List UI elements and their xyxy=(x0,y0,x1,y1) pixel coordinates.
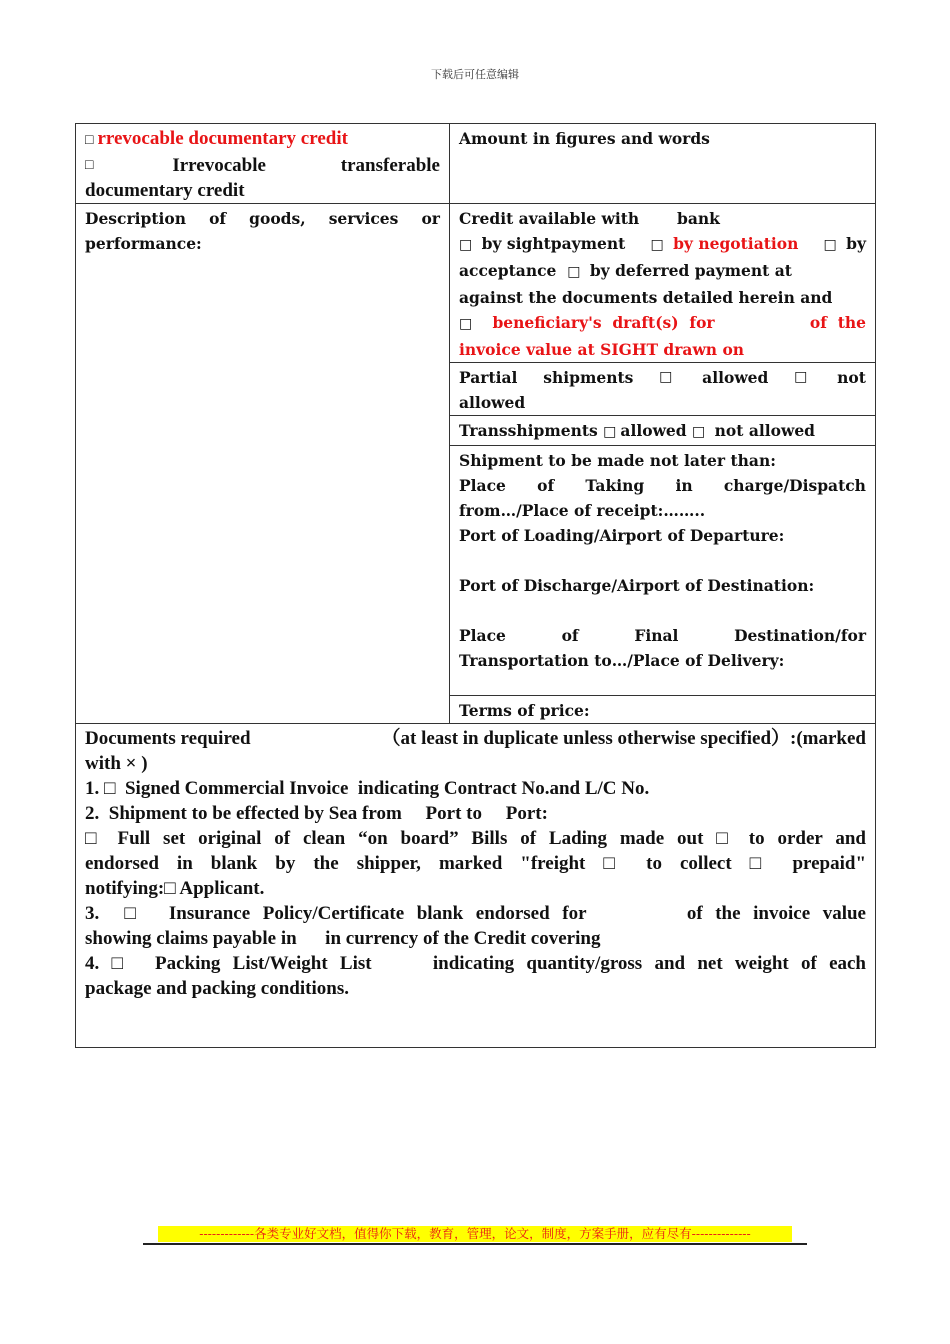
taking-word: charge/Dispatch xyxy=(723,476,866,495)
partial-allowed-option: allowed xyxy=(702,368,769,387)
footer-promo-banner: -------------各类专业好文档，值得你下载，教育，管理，论文，制度，方案手册，应有尽有-------------- xyxy=(158,1226,792,1242)
taking-word: Place xyxy=(459,476,506,495)
document-item-packing-list-line2: package and packing conditions. xyxy=(85,978,349,999)
document-item-invoice: 1. □ Signed Commercial Invoice indicating Contract No.and L/C No. xyxy=(85,778,650,799)
shipment-details-cell xyxy=(450,446,876,696)
final-word: of xyxy=(561,626,579,645)
taking-word: of xyxy=(537,476,555,495)
page-header-note: 下载后可任意编辑 xyxy=(431,68,519,81)
description-word: goods, xyxy=(249,209,306,228)
bill-of-lading-line2: endorsed in blank by the shipper, marked "freight □ to collect □ prepaid" xyxy=(85,853,866,874)
final-word: Destination/for xyxy=(734,626,866,645)
checkbox-icon[interactable]: □ xyxy=(85,158,94,173)
transship-allowed-option: allowed xyxy=(620,421,687,440)
transship-not-allowed-option: not allowed xyxy=(714,421,816,440)
taking-word: Taking xyxy=(585,476,645,495)
document-item-packing-list: 4. □ Packing List/Weight List indicating quantity/gross and net weight of each xyxy=(85,953,866,974)
description-cell xyxy=(76,204,450,724)
acceptance-option: acceptance xyxy=(459,261,557,280)
of-the-text: of the xyxy=(809,313,866,332)
partial-not-option: not xyxy=(837,368,866,387)
document-item-insurance: 3. □ Insurance Policy/Certificate blank endorsed for of the invoice value xyxy=(85,903,866,924)
description-word: of xyxy=(209,209,227,228)
transshipments-cell xyxy=(450,416,876,446)
checkbox-icon[interactable]: □ xyxy=(85,133,94,148)
against-documents-text: against the documents detailed herein and xyxy=(459,288,833,307)
invoice-value-text: invoice value at SIGHT drawn on xyxy=(459,340,745,359)
checkbox-icon[interactable]: □ xyxy=(567,264,581,280)
partial-shipments-cell xyxy=(450,363,876,416)
checkbox-icon[interactable]: □ xyxy=(603,424,617,440)
checkbox-icon[interactable]: □ xyxy=(659,369,673,385)
description-word: Description xyxy=(85,209,187,228)
checkbox-icon[interactable]: □ xyxy=(823,237,837,253)
bill-of-lading-line3: notifying:□ Applicant. xyxy=(85,878,265,899)
terms-of-price-cell xyxy=(450,696,876,724)
sight-payment-option: by sightpayment xyxy=(481,234,626,253)
port-of-loading-label: Port of Loading/Airport of Departure: xyxy=(459,526,785,545)
port-of-discharge-label: Port of Discharge/Airport of Destination: xyxy=(459,576,815,595)
irrevocable-credit-option: rrevocable documentary credit xyxy=(97,128,348,149)
checkbox-icon[interactable]: □ xyxy=(459,316,473,332)
final-word: Place xyxy=(459,626,506,645)
credit-type-cell xyxy=(76,124,450,204)
bill-of-lading-line1: □ Full set original of clean “on board” Bills of Lading made out □ to order and xyxy=(85,828,866,849)
acceptance-option-by: by xyxy=(846,234,866,253)
description-word: services xyxy=(328,209,399,228)
taking-word: in xyxy=(675,476,693,495)
documents-heading: Documents required xyxy=(85,728,251,749)
shipments-label: shipments xyxy=(543,368,634,387)
amount-cell xyxy=(450,124,876,204)
document-item-shipment: 2. Shipment to be effected by Sea from Port to Port: xyxy=(85,803,548,824)
documents-heading-line2: with × ) xyxy=(85,753,148,774)
latest-shipment-label: Shipment to be made not later than: xyxy=(459,451,776,470)
credit-available-label: Credit available with bank xyxy=(459,209,720,228)
transferable-word2: transferable xyxy=(340,155,440,176)
documents-heading-note: （at least in duplicate unless otherwise specified）:(marked xyxy=(381,728,866,749)
partial-not-allowed-line2: allowed xyxy=(459,393,526,412)
checkbox-icon[interactable]: □ xyxy=(692,424,706,440)
final-word: Final xyxy=(634,626,679,645)
terms-of-price-label: Terms of price: xyxy=(459,701,590,720)
place-of-delivery-label: Transportation to…/Place of Delivery: xyxy=(459,651,785,670)
transshipments-label: Transshipments xyxy=(459,421,598,440)
footer-divider xyxy=(143,1243,807,1245)
document-item-insurance-line2: showing claims payable in in currency of the Credit covering xyxy=(85,928,601,949)
deferred-payment-option: by deferred payment at xyxy=(589,261,792,280)
negotiation-option: by negotiation xyxy=(673,234,799,253)
description-line2: performance: xyxy=(85,234,202,253)
credit-available-cell xyxy=(450,204,876,363)
place-of-receipt-label: from…/Place of receipt:…….. xyxy=(459,501,706,520)
checkbox-icon[interactable]: □ xyxy=(650,237,664,253)
amount-label: Amount in figures and words xyxy=(459,129,710,148)
description-word: or xyxy=(421,209,440,228)
letter-of-credit-form xyxy=(75,123,876,1048)
transferable-word1: Irrevocable xyxy=(172,155,266,176)
partial-label: Partial xyxy=(459,368,518,387)
checkbox-icon[interactable]: □ xyxy=(459,237,473,253)
transferable-line2: documentary credit xyxy=(85,180,245,201)
documents-required-cell xyxy=(76,724,876,1048)
checkbox-icon[interactable]: □ xyxy=(794,369,808,385)
beneficiary-drafts-text: beneficiary's draft(s) for xyxy=(492,313,715,332)
